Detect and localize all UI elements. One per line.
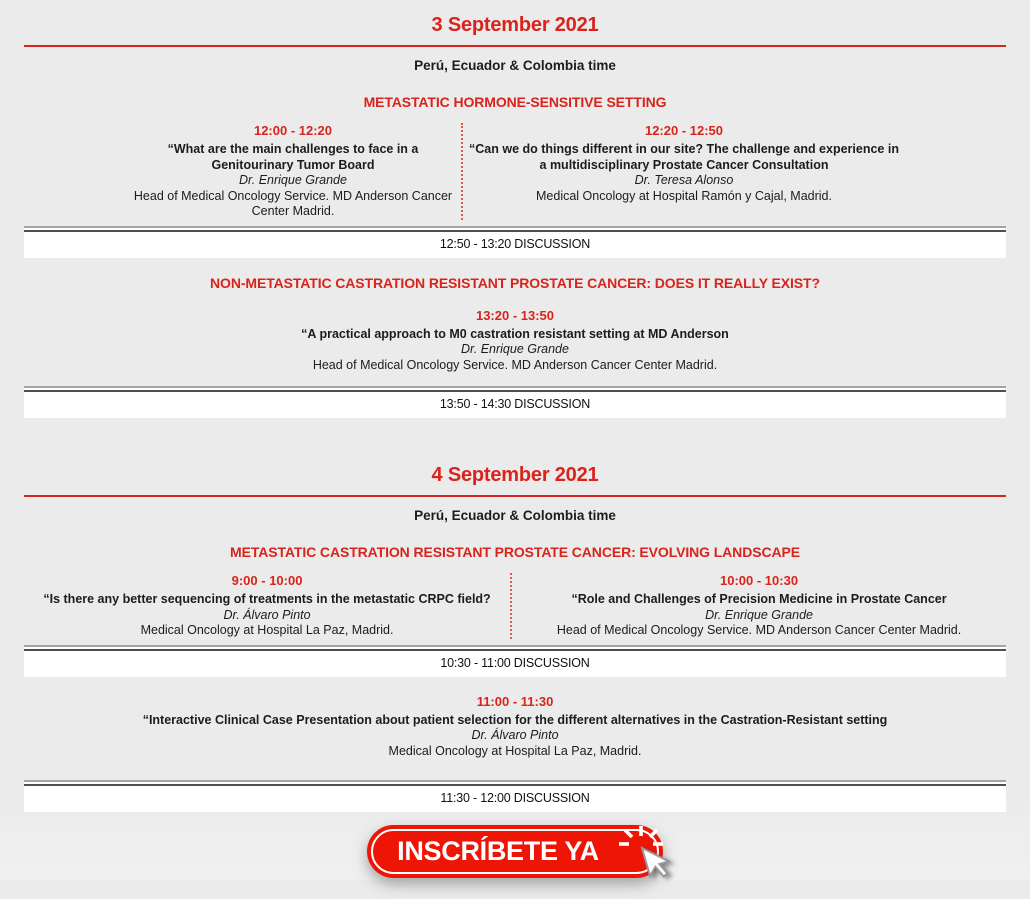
session — [510, 573, 1006, 639]
red-divider-line — [24, 495, 1006, 497]
session-affiliation: Medical Oncology at Hospital Ramón y Cajal, Madrid. — [536, 188, 832, 203]
section-heading: METASTATIC HORMONE-SENSITIVE SETTING — [363, 94, 667, 110]
session-affiliation: Medical Oncology at Hospital La Paz, Madrid. — [140, 623, 394, 637]
discussion-label: 10:30 - 11:00 DISCUSSION — [440, 655, 590, 670]
session-speaker: Dr. Teresa Alonso — [634, 173, 734, 187]
cta-label: INSCRÍBETE YA — [371, 829, 659, 874]
session-time: 11:00 - 11:30 — [476, 693, 554, 709]
session-title: “Is there any better sequencing of treatments in the metastatic CRPC field? — [43, 592, 491, 606]
session-affiliation: Head of Medical Oncology Service. MD Anderson Cancer Center Madrid. — [556, 623, 962, 637]
session-title: “Interactive Clinical Case Presentation about patient selection for the different alternatives in the Castration-Resistant setting — [142, 712, 888, 727]
discussion-label: 12:50 - 13:20 DISCUSSION — [439, 236, 591, 251]
discussion-label: 11:30 - 12:00 DISCUSSION — [440, 791, 590, 805]
session — [461, 123, 901, 220]
session-speaker: Dr. Enrique Grande — [239, 173, 347, 187]
discussion-label: 13:50 - 14:30 DISCUSSION — [439, 397, 591, 411]
session-time: 12:20 - 12:50 — [644, 123, 724, 138]
session-row — [24, 573, 1006, 639]
session-affiliation: Medical Oncology at Hospital La Paz, Madrid. — [388, 743, 642, 758]
session-speaker: Dr. Enrique Grande — [461, 342, 569, 356]
session-time: 13:20 - 13:50 — [475, 307, 555, 323]
cta-row — [0, 825, 1030, 878]
session — [24, 573, 510, 639]
session-title: “Can we do things different in our site? The challenge and experience in a multidisciplinary Prostate Cancer Consultation — [469, 142, 899, 172]
discussion-bar — [24, 645, 1006, 677]
timezone-note: Perú, Ecuador & Colombia time — [414, 508, 616, 523]
discussion-bar — [24, 780, 1006, 812]
session — [0, 694, 1030, 760]
session-speaker: Dr. Álvaro Pinto — [471, 728, 559, 742]
session-speaker: Dr. Enrique Grande — [705, 607, 813, 622]
session — [129, 123, 461, 220]
discussion-bar — [24, 386, 1006, 418]
day-2 — [0, 464, 1030, 812]
session-time: 10:00 - 10:30 — [720, 573, 799, 588]
red-divider-line — [24, 45, 1006, 47]
session-affiliation: Head of Medical Oncology Service. MD Anderson Cancer Center Madrid. — [133, 188, 453, 218]
discussion-bar — [24, 226, 1006, 258]
session-time: 12:00 - 12:20 — [253, 123, 333, 138]
section-heading: METASTATIC CASTRATION RESISTANT PROSTATE CANCER: EVOLVING LANDSCAPE — [230, 544, 800, 560]
timezone-note: Perú, Ecuador & Colombia time — [414, 58, 616, 73]
session-time: 9:00 - 10:00 — [231, 573, 303, 588]
inscribete-button[interactable] — [367, 825, 663, 878]
session-title: “What are the main challenges to face in a Genitourinary Tumor Board — [167, 142, 419, 172]
day-2-title: 4 September 2021 — [431, 464, 599, 486]
session-title: “Role and Challenges of Precision Medicine in Prostate Cancer — [571, 592, 947, 606]
session-title: “A practical approach to M0 castration resistant setting at MD Anderson — [301, 326, 729, 341]
session-speaker: Dr. Álvaro Pinto — [223, 607, 311, 622]
session-affiliation: Head of Medical Oncology Service. MD Anderson Cancer Center Madrid. — [312, 357, 718, 372]
day-1-title: 3 September 2021 — [431, 14, 599, 36]
session-row — [129, 123, 901, 220]
session — [0, 308, 1030, 374]
day-1 — [0, 14, 1030, 418]
section-heading: NON-METASTATIC CASTRATION RESISTANT PROSTATE CANCER: DOES IT REALLY EXIST? — [210, 274, 820, 291]
